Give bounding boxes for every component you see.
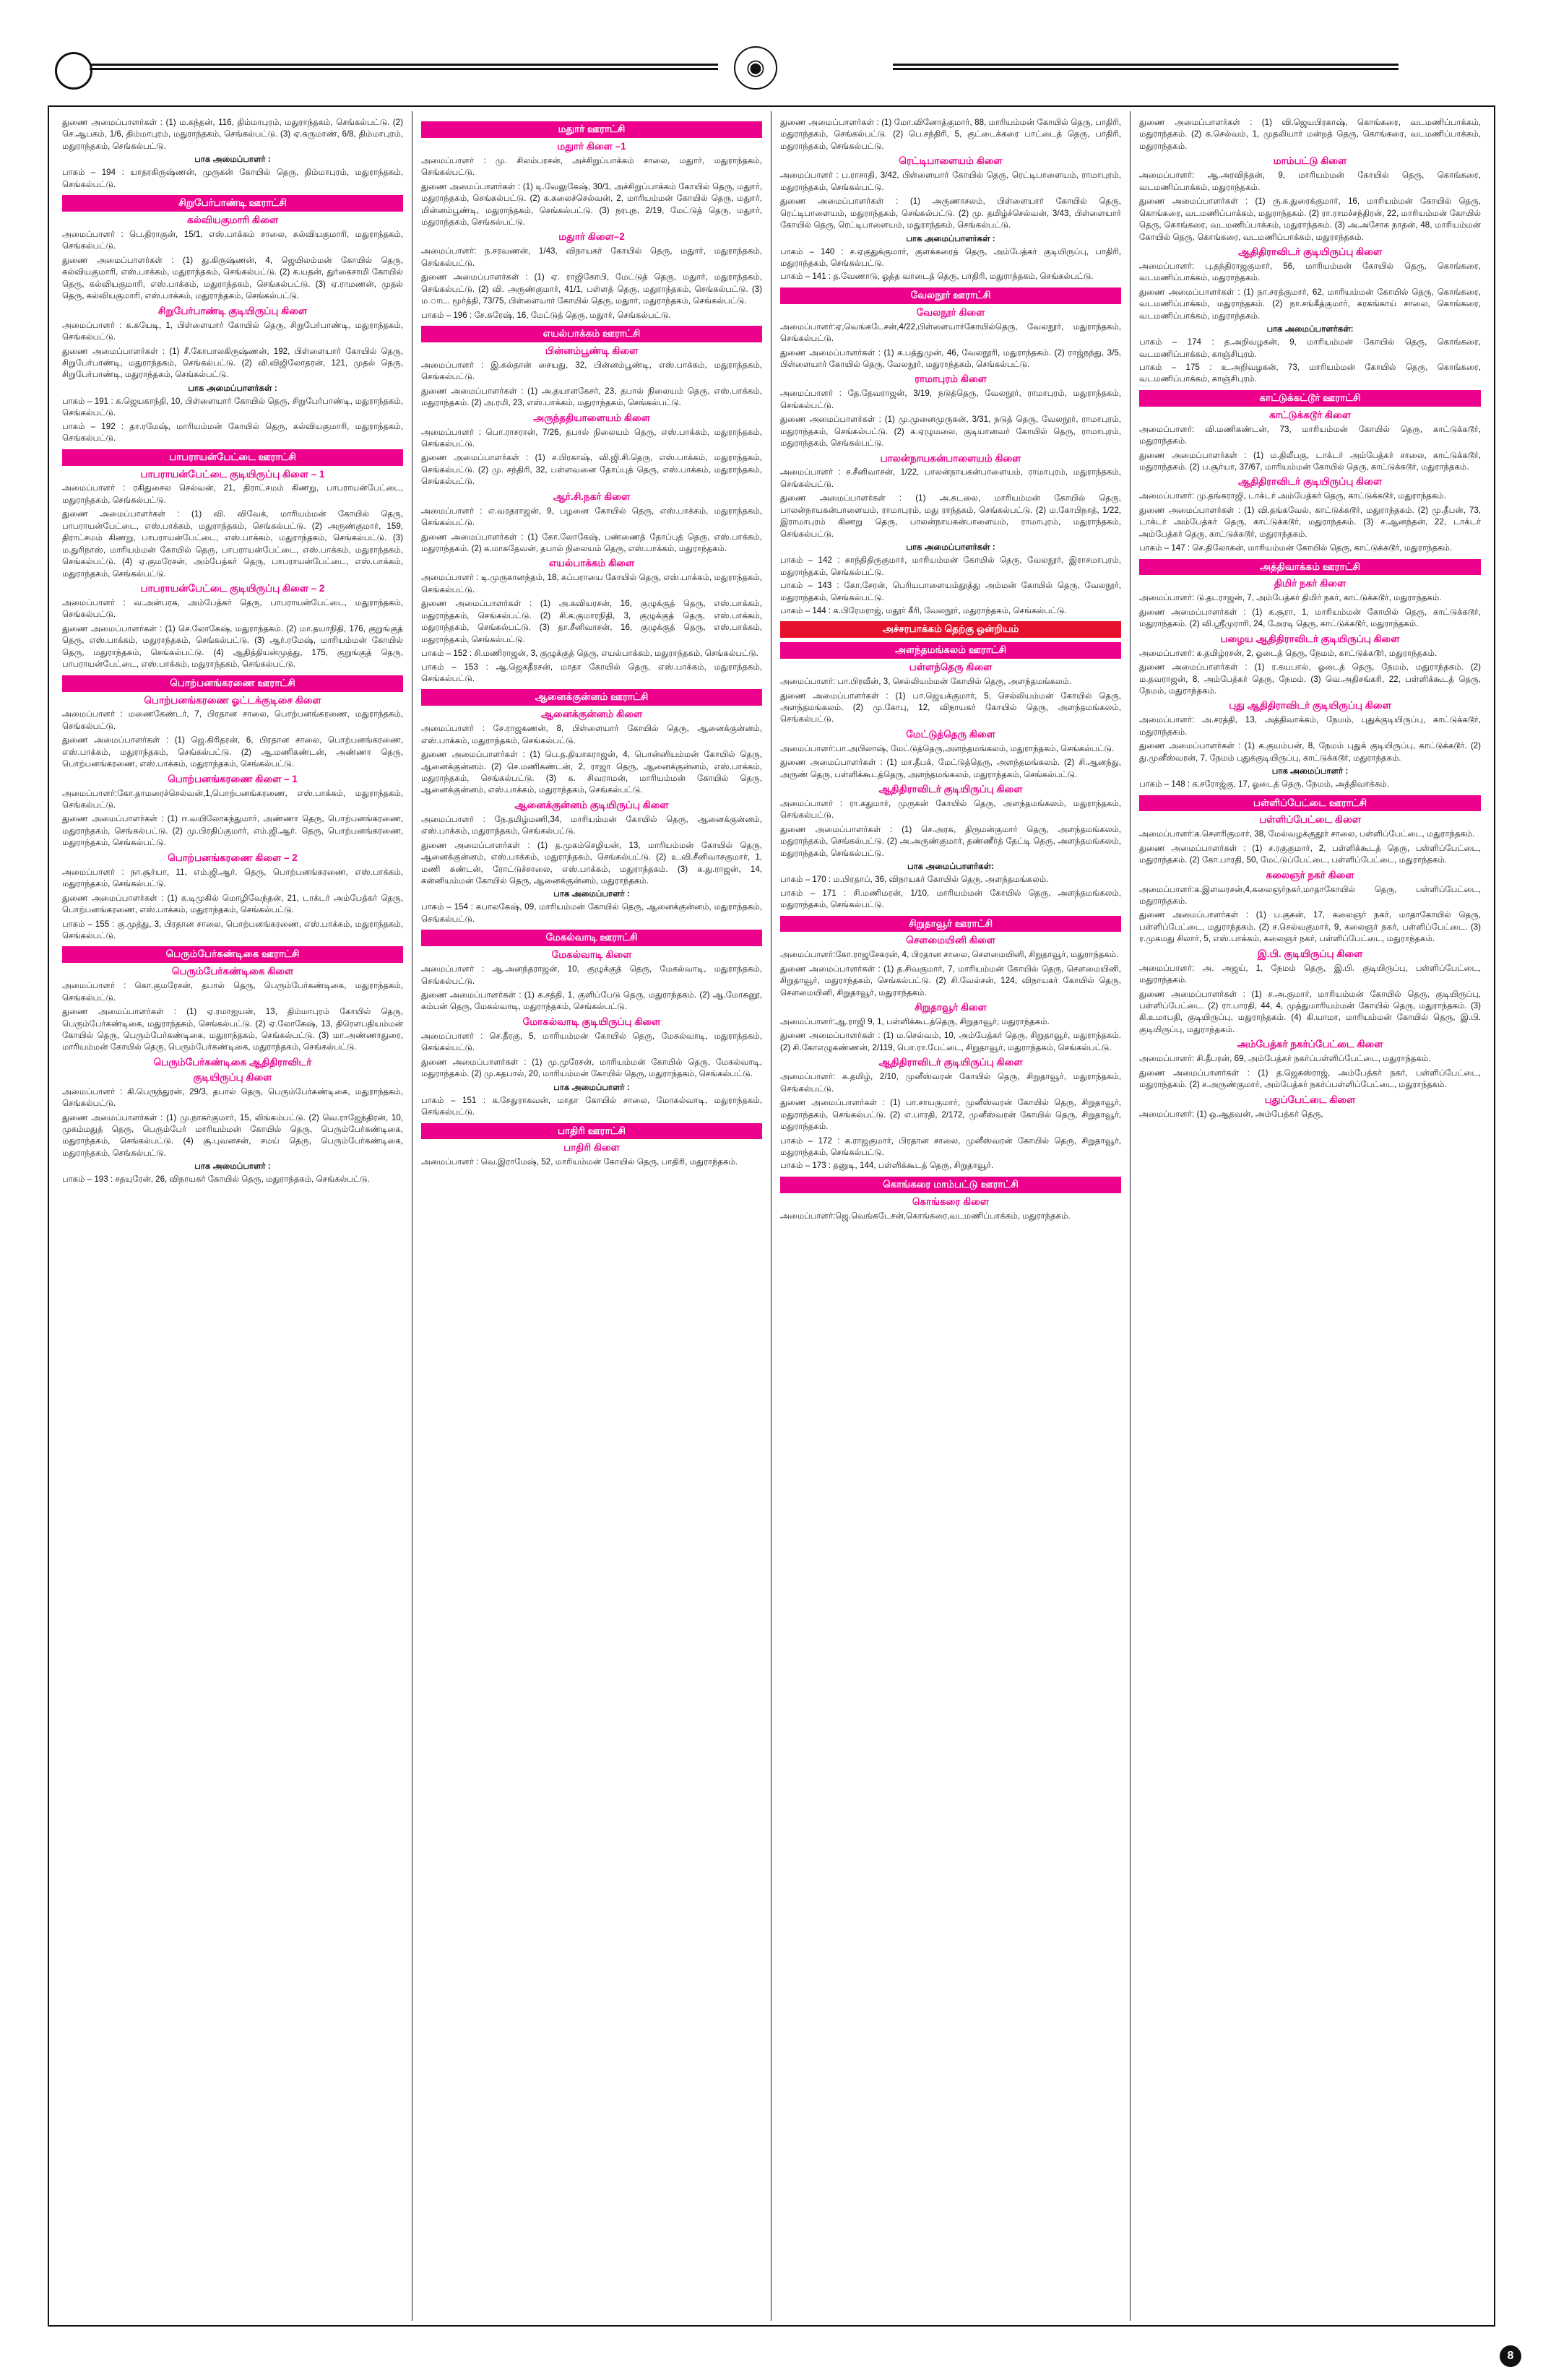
branch-heading: ஆதிதிராவிடர் குடியிருப்பு கிளை — [1237, 476, 1383, 488]
organiser-paragraph: துணை அமைப்பாளர்கள் : (1) மு.நாசுர்குமார், 15, லிங்கம்பட்டு. (2) வெ.ராஜேந்திரன், 10, முகம்மதுத் தெரு, பெரும்பேர் மாரியம்மன் கோயில் தெரு, பெரும்பேர்கண்டிகை, மதுராந்தகம், செங்கல்பட்டு. (4) சூ.புவனசன், சமய் தெரு, பெரும்பேர்கண்டிகை, மதுராந்தகம், செங்கல்பட்டு. — [62, 1112, 403, 1158]
branch-heading: வேலநூர் கிளை — [916, 306, 985, 318]
organiser-paragraph: அமைப்பாளர்: ஆ.அரவிந்தன், 9, மாரியம்மன் கோயில் தெரு, கொங்கரை, வடமணிப்பாக்கம், மதுராந்தகம். — [1139, 170, 1481, 192]
header-rule-left — [90, 64, 718, 70]
branch-heading: ஆதிதிராவிடர் குடியிருப்பு கிளை — [878, 1057, 1023, 1068]
branch-heading: குடியிருப்பு கிளை — [193, 1071, 272, 1083]
booth-organiser-entry: பாகம் – 193 : சதயுரேன், 26, விநாயகர் கோயில் தெரு, மதுராந்தகம், செங்கல்பட்டு. — [62, 1174, 370, 1185]
organiser-paragraph: துணை அமைப்பாளர்கள் : (1) மோ.வினோத்குமார், 88, மாரியம்மன் கோயில் தெரு, பாதிரி, மதுராந்தகம், செங்கல்பட்டு. (2) பெ.சந்திரி, 5, குட்டைக்கரை பாட்டைத் தெரு, பாதிரி, மதுராந்தகம், செங்கல்பட்டு. — [780, 118, 1121, 151]
branch-heading: கலைஞர் நகர் கிளை — [1266, 869, 1354, 880]
organiser-paragraph: அமைப்பாளர்: க.தமிழ்ரசன், 2, ஓடைத் தெரு, நேமம், காட்டுக்கடூர், மதுராந்தகம். — [1139, 648, 1438, 658]
organiser-paragraph: அமைப்பாளர் : செ.தீரகு, 5, மாரியம்மன் கோயில் தெரு, மேகல்வாடி, மதுராந்தகம், செங்கல்பட்டு. — [421, 1031, 762, 1053]
organiser-paragraph: அமைப்பாளர் : மு. சிலம்பரசன், அச்சிறுப்பாக்கம் சாலை, மதுார், மதுராந்தகம், செங்கல்பட்டு. — [421, 155, 762, 178]
branch-heading: பின்னம்பூண்டி கிளை — [545, 345, 639, 356]
organiser-paragraph: அமைப்பாளர்:கோ.தாமரைச்செல்வன்,1,பொற்பனங்கரணை, எஸ்.பாக்கம், மதுராந்தகம், செங்கல்பட்டு. — [62, 788, 403, 810]
booth-organiser-entry: பாகம் – 152 : சி.மணிராஜன், 3, குழுக்குத் தெரு, எயல்பாக்கம், மதுராந்தகம், செங்கல்பட்டு. — [421, 649, 758, 659]
booth-organiser-entry: பாகம் – 141 : த.வேணாடு, ஓத்த வாடைத் தெரு, பாதிரி, மதுராந்தகம், செங்கல்பட்டு. — [780, 272, 1094, 282]
ward-heading: பாதிரி ஊராட்சி — [421, 1123, 762, 1140]
organiser-paragraph: அமைப்பாளர் : ப.ராசாதி, 3/42, பிள்ளையார் கோயில் தெரு, ரெட்டிபாளையம், ராமாபுரம், மதுராந்தகம், செங்கல்பட்டு. — [780, 170, 1121, 192]
organiser-paragraph: அமைப்பாளர் : மணைகேண்டர், 7, பிரதான சாலை, பொற்பனங்கரணை, மதுராந்தகம், செங்கல்பட்டு. — [62, 709, 403, 731]
organiser-paragraph: அமைப்பாளர்: மு.தங்கராஜி, டாக்டர் அம்பேத்கர் தெரு, காட்டுக்கடூர், மதுராந்தகம். — [1139, 491, 1446, 501]
branch-heading: திமிர் நகர் கிளை — [1274, 578, 1347, 589]
organiser-paragraph: துணை அமைப்பாளர்கள் : (1) மா.தீபக், மேட்டுத்தெரு, அளந்தமங்கலம். (2) சி.ஆனந்து, அருண் தெரு, பள்ளிக்கூடத்தெரு, அளந்தமங்கலம், மதுராந்தகம், செங்கல்பட்டு. — [780, 758, 1121, 779]
ward-heading: சிறுபேர்பாண்டி ஊராட்சி — [62, 195, 403, 212]
organiser-paragraph: அமைப்பாளர் : ரகிதுசைல செல்வன், 21, திராட்சமம் கிணறு, பாபராயன்பேட்டை, மதுராந்தகம், செங்கல்பட்டு. — [62, 483, 403, 505]
organiser-paragraph: அமைப்பாளர் : ச.சீனிவாசன், 1/22, பாலன்நாயகன்பாளையம், ராமாபுரம், மதுராந்தகம், செங்கல்பட்டு. — [780, 467, 1121, 489]
section-subheading: பாக அமைப்பாளர் : — [194, 1161, 271, 1172]
organiser-paragraph: துணை அமைப்பாளர்கள் : (1) வி.ஜெயபிரகாஷ், கொங்கரை, வடமணிப்பாக்கம், மதுராந்தகம். (2) க.செல்வம், 1, முதலியார் மன்றத் தெரு, கொங்கரை, வடமணிப்பாக்கம், மதுராந்தகம். — [1139, 118, 1481, 151]
booth-organiser-entry: பாகம் – 196 : சே.சுரேஷ், 16, மேட்டுத் தெரு, மதுார், செங்கல்பட்டு. — [421, 310, 671, 320]
branch-heading: ராமாபுரம் கிளை — [915, 373, 987, 385]
branch-heading: பெரும்பேர்கண்டிகை ஆதிதிராவிடர் — [153, 1056, 312, 1068]
organiser-paragraph: துணை அமைப்பாளர்கள் : (1) த.ஜெகஸ்ராஜ், அம்பேத்கர் நகர், பள்ளிப்பேட்டை, மதுராந்தகம். (2) ச.அருண்குமார், அம்பேத்கர் நகர்ப்பள்ளிப்பேட்டை, மதுராந்தகம். — [1139, 1068, 1481, 1090]
state-emblem-icon: ◉ — [734, 46, 777, 90]
organiser-paragraph: துணை அமைப்பாளர்கள் : (1) நா.சரத்குமார், 62, மாரியம்மன் கோயில் தெரு, கொங்கரை, வடமணிப்பாக்கம், மதுராந்தகம். (2) நா.சங்கீத்குமார், கரகங்காய் சாலை, கொங்கரை, வடமணிப்பாக்கம், மதுராந்தகம். — [1139, 287, 1481, 321]
column-3 — [772, 111, 1131, 2321]
organiser-paragraph: துணை அமைப்பாளர்கள் : (1) பா.ஜெயக்குமார், 5, செல்லியம்மன் கோயில் தெரு, அளந்தமங்கலம். (2) மு.கோபு, 12, விநாயகர் கோயில் தெரு, அளந்தமங்கலம், செங்கல்பட்டு. — [780, 691, 1121, 724]
booth-organiser-entry: பாகம் – 194 : யாதரகிருஷ்ணன், முருகன் கோயில் தெரு, திம்மாபுரம், மதுராந்தகம், செங்கல்பட்டு. — [62, 168, 403, 189]
branch-heading: கல்வியகுமாரி கிளை — [186, 215, 279, 226]
organiser-paragraph: துணை அமைப்பாளர்கள் : (1) செ.அரசு, திருமன்குமார் தெரு, அளந்தமங்கலம், மதுராந்தகம், செங்கல்பட்டு. (2) அ.அருண்குமார், தண்ணீர்த் தேட்டி தெரு, அளந்தமங்கலம், மதுராந்தகம், செங்கல்பட்டு. — [780, 824, 1121, 858]
branch-heading: பொற்பனங்கரணை ஓட்டக்குடிசை கிளை — [144, 694, 321, 706]
branch-heading: பள்ளந்தெரு கிளை — [909, 662, 993, 673]
booth-organiser-entry: பாகம் – 151 : க.சேதுராகவன், மாதா கோயில் சாலை, மோகல்வாடி, மதுராந்தகம், செங்கல்பட்டு. — [421, 1095, 762, 1117]
organiser-paragraph: அமைப்பாளர்: சு.தமிழ், 2/10, முனீஸ்வரன் கோயில் தெரு, சிறுதாவூர், மதுராந்தகம், செங்கல்பட்டு. — [780, 1072, 1121, 1094]
organiser-paragraph: துணை அமைப்பாளர்கள் : (1) மு.முரேசன், மாரியம்மன் கோயில் தெரு, மேகல்வாடி, மதுராந்தகம். (2) மு.கதபால், 20, மாரியம்மன் கோயில் தெரு, மதுராந்தகம், செங்கல்பட்டு. — [421, 1057, 762, 1079]
booth-organiser-entry: பாகம் – 175 : உ.அறிவழகன், 73, மாரியம்மன் கோயில் தெரு, கொங்கரை, வடமணிப்பாக்கம், காஞ்சிபுரம். — [1139, 363, 1481, 384]
booth-organiser-entry: பாகம் – 171 : சி.மணிமரன், 1/10, மாரியம்மன் கோயில் தெரு, அளந்தமங்கலம், மதுராந்தகம், செங்கல்பட்டு. — [780, 888, 1121, 910]
organiser-paragraph: துணை அமைப்பாளர்கள் : (1) க.பத்துமுன், 46, வேலநூரி, மதுராந்தகம். (2) ராஜ்நந்து, 3/5, பிள்ளையார் கோயில் தெரு, வேலநூர், மதுராந்தகம், செங்கல்பட்டு. — [780, 347, 1121, 369]
organiser-paragraph: துணை அமைப்பாளர்கள் : (1) ச.அ.குமார், மாரியம்மன் கோயில் தெரு, குடியிருப்பு, பள்ளிப்பேட்டை. (2) ரா.பாரதி, 44, 4, முத்துமாரியம்மன் கோயில் தெரு, மதுராந்தகம். (3) கி.உமாபதி, குடியிருப்பு, மதுராந்தகம். (4) கி.யாமா, மாரியம்மன் கோயில் தெரு, இ.பி. குடியிருப்பு, மதுராந்தகம். — [1139, 989, 1481, 1034]
organiser-paragraph: அமைப்பாளர்: பா.பிரவீன், 3, செல்லியம்மன் கோயில் தெரு, அளந்தமங்கலம். — [780, 677, 1072, 687]
branch-heading: ஆதிதிராவிடர் குடியிருப்பு கிளை — [878, 784, 1023, 795]
section-subheading: பாக அமைப்பாளர் : — [553, 889, 630, 899]
section-subheading: பாக அமைப்பாளர்கள்: — [907, 862, 995, 872]
organiser-paragraph: துணை அமைப்பாளர்கள் : (1) அ.தயாளகேசர், 23, தபால் நிலையம் தெரு, எஸ்.பாக்கம், மதுராந்தகம். (2) அ.ரமி, 23, எஸ்.பாக்கம், மதுராந்தகம், செங்கல்பட்டு. — [421, 386, 762, 408]
page-header — [48, 42, 1495, 95]
organiser-paragraph: துணை அமைப்பாளர்கள் : (1) க.டிமுகில் மொழிவேந்தன், 21, டாக்டர் அம்பேத்கர் தெரு, பொற்பனங்கரணை, எஸ்.பாக்கம், மதுராந்தகம், செங்கல்பட்டு. — [62, 893, 403, 915]
organiser-paragraph: அமைப்பாளர் : ரா.கதுமார், முருகன் கோயில் தெரு, அளந்தமங்கலம், மதுராந்தகம், செங்கல்பட்டு. — [780, 798, 1121, 821]
organiser-paragraph: துணை அமைப்பாளர்கள் : (1) ம.செல்வம், 10, அம்பேத்கர் தெரு, சிறுதாவூர், மதுராந்தகம். (2) சி.கோஎழுகண்ணன், 2/119, பொ.ரா.பேட்டை, சிறுதாவூர், மதுராந்தகம், செங்கல்பட்டு. — [780, 1031, 1121, 1052]
branch-heading: ஆதிதிராவிடர் குடியிருப்பு கிளை — [1237, 246, 1383, 257]
organiser-paragraph: அமைப்பாளர் : வெ.இராமேஷ், 52, மாரியம்மன் கோயில் தெரு, பாதிரி, மதுராந்தகம். — [421, 1157, 738, 1167]
ward-heading: காட்டுக்கட்டூர் ஊராட்சி — [1139, 390, 1481, 407]
branch-heading: ஆனைக்குன்னம் கிளை — [540, 709, 643, 720]
article-columns — [53, 111, 1490, 2321]
branch-heading: ஆனைக்குன்னம் குடியிருப்பு கிளை — [514, 799, 669, 810]
organiser-paragraph: துணை அமைப்பாளர்கள் : (1) வி. விவேக், மாரியம்மன் கோயில் தெரு, பாபராயன்பேட்டை, எஸ்.பாக்கம், மதுராந்தகம், செங்கல்பட்டு. (2) அருண்குமார், 159, திராட்சமம் கிணறு, பாபராயன்பேட்டை, எஸ்.பாக்கம், மதுராந்தகம், செங்கல்பட்டு. (3) ம.துரிநாஸ், மாரியம்மன் கோயில் தெரு, பாபராயன்பேட்டை, எஸ்.பாக்கம், மதுராந்தகம், செங்கல்பட்டு. (4) ஏ.குமரேசன், அம்பேத்கர் தெரு, பாபராயன்பேட்டை, எஸ்.பாக்கம், மதுராந்தகம், செங்கல்பட்டு. — [62, 509, 403, 579]
branch-heading: சிறுதாவூர் கிளை — [915, 1002, 987, 1013]
branch-heading: பொற்பனங்கரணை கிளை – 1 — [168, 773, 298, 784]
ward-heading: வேலநூர் ஊராட்சி — [780, 287, 1121, 304]
organiser-paragraph: அமைப்பாளர் : ஆ.அனந்தராஜன், 10, குழுக்குத் தெரு, மேகல்வாடி, மதுராந்தகம், செங்கல்பட்டு. — [421, 964, 762, 986]
organiser-paragraph: துணை அமைப்பாளர்கள் : (1) கோ.லோகேஷ், பண்ணைத் தோப்புத் தெரு, எஸ்.பாக்கம், மதுராந்தகம். (2) க.மாசுதேவன், தபால் நிலையம் தெரு, எஸ்.பாக்கம், மதுராந்தகம். — [421, 532, 762, 553]
organiser-paragraph: அமைப்பாளர் : எ.வரதராஜன், 9, பழனை கோயில் தெரு, எஸ்.பாக்கம், மதுராந்தகம், செங்கல்பட்டு. — [421, 506, 762, 528]
branch-heading: ஆர்.சி.நகர் கிளை — [553, 490, 631, 502]
organiser-paragraph: துணை அமைப்பாளர்கள் : (1) ச.பிரகாஷ், வி.ஜி.சி.தெரு, எஸ்.பாக்கம், மதுராந்தகம், செங்கல்பட்டு. (2) மு. சந்திரி, 32, பள்ளவனை தோப்புத் தெரு, எஸ்.பாக்கம், மதுராந்தகம், செங்கல்பட்டு. — [421, 453, 762, 487]
organiser-paragraph: அமைப்பாளர்: டு.தடராஜன், 7, அம்பேத்கர் திமிர் நகர், காட்டுக்கடூர், மதுராந்தகம். — [1139, 593, 1442, 603]
organiser-paragraph: அமைப்பாளர்: சி.தீபரன், 69, அம்பேத்கர் நகர்ப்பள்ளிப்பேட்டை, மதுராந்தகம். — [1139, 1054, 1431, 1064]
organiser-paragraph: துணை அமைப்பாளர்கள் : (1) த.சிவகுமார், 7, மாரியம்மன் கோயில் தெரு, சௌமையினி, சிறுதாவூர், மதுராந்தகம், செங்கல்பட்டு. (2) சி.வேல்சன், 124, விநாயகர் கோயில் தெரு, சௌமையினி, சிறுதாவூர், மதுராந்தகம். — [780, 964, 1121, 998]
organiser-paragraph: அமைப்பாளர்:ஜெ.வெங்கடேசன்,கொங்கரை,வடமணிப்பாக்கம், மதுராந்தகம். — [780, 1211, 1071, 1221]
branch-heading: புது ஆதிதிராவிடர் குடியிருப்பு கிளை — [1229, 700, 1391, 711]
ward-heading: ஆனைக்குன்னம் ஊராட்சி — [421, 689, 762, 706]
branch-heading: மதுார் கிளை –1 — [557, 140, 626, 152]
booth-organiser-entry: பாகம் – 148 : க.சரோஜ்கு, 17, ஓடைத் தெரு, நேமம், அத்திவாக்கம். — [1139, 779, 1390, 789]
branch-heading: பெரும்பேர்கண்டிகை கிளை — [171, 966, 294, 977]
section-subheading: பாக அமைப்பாளர் : — [1271, 766, 1349, 776]
branch-heading: பாபராயன்பேட்டை குடியிருப்பு கிளை – 1 — [140, 468, 325, 480]
ward-heading: கொங்கரை மாம்பட்டு ஊராட்சி — [780, 1177, 1121, 1193]
branch-heading: அம்பேத்கர் நகர்ப்பேட்டை கிளை — [1237, 1039, 1383, 1050]
organiser-paragraph: துணை அமைப்பாளர்கள் : (1) செ.லோகேஷ், மதுராந்தகம். (2) மா.தயாநிதி, 176, குறுங்குத் தெரு, எஸ்.பாக்கம், மதுராந்தகம், செங்கல்பட்டு. (3) ஆர்.ரமேஷ், மாரியம்மன் கோயில் தெரு, மதுராந்தகம், செங்கல்பட்டு. (4) ஆதித்தியன்முத்து, 175, குறுங்குத் தெரு, பாபராயன்பேட்டை, எஸ்.பாக்கம், மதுராந்தகம், செங்கல்பட்டு. — [62, 623, 403, 670]
organiser-paragraph: துணை அமைப்பாளர்கள் : (1) டி.வேலுகேஷ், 30/1, அச்சிறுப்பாக்கம் கோயில் தெரு, மதுார், மதுராந்தகம், செங்கல்பட்டு. (2) க.கலைச்செல்வன், 2, மாரியம்மன் கோயில் தெரு, மதுார், மின்னம்பூண்டி, மதுராந்தகம், செங்கல்பட்டு. (3) நரபுந, 2/19, மேட்டுத் தெரு, மதுார், மதுராந்தகம், செங்கல்பட்டு. — [421, 181, 762, 228]
section-subheading: பாக அமைப்பாளர் : — [194, 155, 271, 165]
union-heading: அச்சரபாக்கம் தெற்கு ஒன்றியம் — [780, 621, 1121, 638]
organiser-paragraph: அமைப்பாளர்: அ.சரத்தி, 13, அத்திவாக்கம், நேமம், புதுக்குடியிருப்பு, காட்டுக்கடூர், மதுராந்தகம். — [1139, 715, 1481, 737]
organiser-paragraph: அமைப்பாளர் : பொ.ராசரான், 7/26, தபால் நிலையம் தெரு, எஸ்.பாக்கம், மதுராந்தகம், செங்கல்பட்டு. — [421, 427, 762, 449]
branch-heading: ரெட்டிபாளையம் கிளை — [899, 155, 1003, 167]
organiser-paragraph: துணை அமைப்பாளர்கள் : (1) ரு.க.துரைக்குமார், 16, மாரியம்மன் கோயில் தெரு, கொங்கரை, வடமணிப்பாக்கம், மதுராந்தகம். (2) ரா.ராமச்சந்திரன், 22, மாரியம்மன் கோயில் தெரு, கொங்கரை, வடமணிப்பாக்கம், மதுராந்தகம். (3) அ.அசோக நாதன், 48, மாரியம்மன் கோயில் தெரு, கொங்கரை, வடமணிப்பாக்கம், மதுராந்தகம். — [1139, 196, 1481, 242]
booth-organiser-entry: பாகம் – 153 : ஆ.ஜெகதீரசன், மாதா கோயில் தெரு, எஸ்.பாக்கம், மதுராந்தகம், செங்கல்பட்டு. — [421, 662, 762, 683]
organiser-paragraph: துணை அமைப்பாளர்கள் : (1) து.கிருஷ்ணன், 4, ஜெயிலம்மன் கோயில் தெரு, கல்வியகுமாரி, எஸ்.பாக்கம், மதுராந்தகம், செங்கல்பட்டு. (2) க.யதன், துர்கைசாமி கோயில் தெரு, கல்வியகுமாரி, எஸ்.பாக்கம், மதுராந்தகம், செங்கல்பட்டு. (3) ஏ.ராமணன், முதல் தெரு, கல்வியகுமாரி, எஸ்.பாக்கம், மதுராந்தகம், செங்கல்பட்டு. — [62, 255, 403, 301]
branch-heading: சிறுபேர்பாண்டி குடியிருப்பு கிளை — [157, 305, 308, 316]
booth-organiser-entry: பாகம் – 140 : ச.ஏகுதுக்குமார், குளக்கரைத் தெரு, அம்பேத்கர் குடியிருப்பு, பாதிரி, மதுராந்தகம், செங்கல்பட்டு. — [780, 246, 1121, 268]
organiser-paragraph: அமைப்பாளர்:கோ.ராஜசேகரன், 4, பிரதான சாலை, சௌமையினி, சிறுதாவூர், மதுராந்தகம். — [780, 950, 1119, 960]
booth-organiser-entry: பாகம் – 191 : க.ஜெயகாந்தி, 10, பிள்ளையார் கோயில் தெரு, சிறுபேர்பாண்டி, மதுராந்தகம், செங்கல்பட்டு. — [62, 396, 403, 418]
branch-heading: பாதிரி கிளை — [563, 1142, 620, 1154]
ward-heading: எயல்பாக்கம் ஊராட்சி — [421, 326, 762, 342]
booth-organiser-entry: பாகம் – 192 : தா.ரமேஷ், மாரியம்மன் கோயில் தெரு, கல்வியகுமாரி, மதுராந்தகம், செங்கல்பட்டு. — [62, 421, 403, 443]
header-rule-right — [893, 64, 1399, 70]
column-1 — [53, 111, 412, 2321]
organiser-paragraph: துணை அமைப்பாளர்கள் : (1) அ.சுடலை, மாரியம்மன் கோயில் தெரு, பாலன்நாயகன்பாளையம், ராமாபுரம், மது ராந்தகம், செங்கல்பட்டு. (2) ம.கோபிநாத், 1/22, இராமாபுரம் கிணறு தெரு, பாலன்நாயகன்பாளையம், ராமாபுரம், மதுராந்தகம், செங்கல்பட்டு. — [780, 493, 1121, 539]
ward-heading: மதுார் ஊராட்சி — [421, 121, 762, 138]
branch-heading: இ.பி. குடியிருப்பு கிளை — [1257, 948, 1363, 959]
organiser-paragraph: துணை அமைப்பாளர்கள் : (1) க.சத்தி, 1, குளிப்பேடு தெரு, மதுராந்தகம். (2) ஆ.மோகனூ, கம்பன் தெரு, மேகல்வாடி, மதுராந்தகம், செங்கல்பட்டு. — [421, 990, 762, 1012]
organiser-paragraph: அமைப்பாளர் : சே.ராஜகணன், 8, பிள்ளையார் கோயில் தெரு, ஆனைக்குன்னம், எஸ்.பாக்கம், மதுராந்தகம், செங்கல்பட்டு. — [421, 724, 762, 745]
booth-organiser-entry: பாகம் – 174 : த.அறிவழகன், 9, மாரியம்மன் கோயில் தெரு, கொங்கரை, வடமணிப்பாக்கம், காஞ்சிபுரம். — [1139, 337, 1481, 359]
organiser-paragraph: துணை அமைப்பாளர்கள் : (1) த.முகம்செழியன், 13, மாரியம்மன் கோயில் தெரு, ஆனைக்குன்னம், எஸ்.பாக்கம், மதுராந்தகம், செங்கல்பட்டு. (2) உ.வி.சீனிவாசகுமார், 1, மணி கண்டன், ரோட்டுச்சாலை, எஸ்.பாக்கம், மதுராந்தகம். (3) க.து.ராஜன், 14, கன்னியம்மன் கோயில் தெரு, ஆனைக்குன்னம், மதுராந்தகம். — [421, 840, 762, 886]
organiser-paragraph: துணை அமைப்பாளர்கள் : (1) ம.கந்தன், 116, திம்மாபுரம், மதுராந்தகம், செங்கல்பட்டு. (2) செ.ஆபகம், 1/6, திம்மாபுரம், மதுராந்தகம், செங்கல்பட்டு. (3) ஏ.கருமாண், 6/8, திம்மாபுரம், மதுராந்தகம், செங்கல்பட்டு. — [62, 118, 403, 151]
organiser-paragraph: அமைப்பாளர்:க.இளவரசன்,4,கலைஞர்நகர்,மாதாகோயில் தெரு, பள்ளிப்பேட்டை, மதுராந்தகம். — [1139, 884, 1481, 906]
organiser-paragraph: துணை அமைப்பாளர்கள் : (1) ஈ.வயிலோகந்துமார், அண்ணா தெரு, பொற்பனங்கரணை, மதுராந்தகம், செங்கல்பட்டு. (2) மு.பிரதிப்குமார், எம்.ஜி.ஆர். தெரு, பொற்பனங்கரணை, மதுராந்தகம், செங்கல்பட்டு. — [62, 814, 403, 848]
organiser-paragraph: துணை அமைப்பாளர்கள் : (1) ம.திலீபகு, டாக்டர் அம்பேத்கர் சாலை, காட்டுக்கடூர், மதுராந்தகம். (2) ப.சூர்யா, 37/67, மாரியம்மன் கோயில் தெரு, காட்டுக்கடூர், மதுராந்தகம். — [1139, 450, 1481, 472]
booth-organiser-entry: பாகம் – 154 : கபாலகேஷ், 09, மாரியம்மன் கோயில் தெரு, ஆனைக்குன்னம், மதுராந்தகம், செங்கல்பட்டு. — [421, 902, 762, 924]
organiser-paragraph: துணை அமைப்பாளர்கள் : (1) ஏ.ரமாஐயன், 13, திம்மாபுரம் கோயில் தெரு, பெரும்பேர்கண்டிகை, மதுராந்தகம், செங்கல்பட்டு. (2) ஏ.லோகேஷ், 13, திரௌபதியம்மன் கோயில் தெரு, பெரும்பேர்கண்டிகை, மதுராந்தகம், செங்கல்பட்டு. (3) மா.அண்ணாதுரை, மாரியம்மன் கோயில் தெரு, பெரும்பேர்கண்டிகை, மதுராந்தகம், செங்கல்பட்டு. — [62, 1007, 403, 1052]
organiser-paragraph: அமைப்பாளர் : வ.அன்பரசு, அம்பேத்கர் தெரு, பாபராயன்பேட்டை, மதுராந்தகம், செங்கல்பட்டு. — [62, 597, 403, 620]
ward-heading: பெரும்பேர்கண்டிகை ஊராட்சி — [62, 946, 403, 963]
organiser-paragraph: அமைப்பாளர்: (1) ஒ.ஆதவன், அம்பேத்கர் தெரு, — [1139, 1109, 1323, 1119]
branch-heading: பொற்பனங்கரணை கிளை – 2 — [168, 852, 298, 863]
section-subheading: பாக அமைப்பாளர் : — [553, 1082, 630, 1092]
branch-heading: அருந்ததியாளையம் கிளை — [533, 412, 650, 423]
organiser-paragraph: அமைப்பாளர் : கொ.குமரேசன், தபால் தெரு, பெரும்பேர்கண்டிகை, மதுராந்தகம், செங்கல்பட்டு. — [62, 981, 403, 1003]
organiser-paragraph: அமைப்பாளர்:பா.அபிலாஷ், மேட்டுத்தெரு,அளந்தமங்கலம், மதுராந்தகம், செங்கல்பட்டு. — [780, 743, 1115, 753]
organiser-paragraph: அமைப்பாளர்: வி.மணிகண்டன், 73, மாரியம்மன் கோயில் தெரு, காட்டுக்கடூர், மதுராந்தகம். — [1139, 424, 1481, 446]
organiser-paragraph: அமைப்பாளர் : இ.கல்தான் சையது, 32, பின்னம்பூண்டி, எஸ்.பாக்கம், மதுராந்தகம், செங்கல்பட்டு. — [421, 360, 762, 382]
branch-heading: மாம்பட்டு கிளை — [1273, 155, 1347, 167]
section-subheading: பாக அமைப்பாளர்கள்: — [1266, 324, 1354, 334]
organiser-paragraph: துணை அமைப்பாளர்கள் : (1) பெ.த.தியாகராஜன், 4, பொன்னியம்மன் கோயில் தெரு, ஆனைக்குன்னம். (2) செ.மணிகண்டன், 2, ராஜா தெரு, ஆனைக்குன்னம், எஸ்.பாக்கம், மதுராந்தகம், செங்கல்பட்டு. (3) க. சிவராமன், மாரியம்மன் கோயில் தெரு, ஆனைக்குன்னம், எஸ்.பாக்கம், மதுராந்தகம், செங்கல்பட்டு. — [421, 750, 762, 795]
section-subheading: பாக அமைப்பாளர்கள் : — [188, 383, 277, 393]
organiser-paragraph: அமைப்பாளர்:ஏ,வெங்கடேசன்,4/22,பிள்ளையார்கோயில்தெரு, வேலநூர், மதுராந்தகம், செங்கல்பட்டு. — [780, 321, 1121, 344]
organiser-paragraph: அமைப்பாளர் : தே.தேவராஜன், 3/19, நடுத்தெரு, வேலநூர், ராமாபுரம், மதுராந்தகம், செங்கல்பட்டு. — [780, 389, 1121, 410]
column-2 — [412, 111, 772, 2321]
ward-heading: அத்திவாக்கம் ஊராட்சி — [1139, 559, 1481, 576]
booth-organiser-entry: பாகம் – 172 : க.ராஜகுமார், பிரதான சாலை, முனீஸ்வரன் கோயில் தெரு, சிறுதாவூர், மதுராந்தகம், செங்கல்பட்டு. — [780, 1135, 1121, 1157]
ward-heading: பொற்பனங்கரணை ஊராட்சி — [62, 675, 403, 692]
branch-heading: கொங்கரை கிளை — [912, 1195, 990, 1207]
ward-heading: பள்ளிப்பேட்டை ஊராட்சி — [1139, 795, 1481, 812]
organiser-paragraph: அமைப்பாளர்: ந.சரவணன், 1/43, விநாயகர் கோயில் தெரு, மதுார், மதுராந்தகம், செங்கல்பட்டு. — [421, 246, 762, 268]
branch-heading: மேகல்வாடி கிளை — [551, 949, 632, 961]
organiser-paragraph: துணை அமைப்பாளர்கள் : (1) சீ.கோபாலகிருஷ்ணன், 192, பிள்ளையார் கோயில் தெரு, சிறுபேர்பாண்டி, மதுராந்தகம், செங்கல்பட்டு. (2) வி.விஜிலோதரன், 121, முதல் தெரு, சிறுபேர்பாண்டி, மதுராந்தகம், செங்கல்பட்டு. — [62, 346, 403, 380]
organiser-paragraph: துணை அமைப்பாளர்கள் : (1) மு.முனைமுருகன், 3/31, நடுத் தெரு, வேலநூர், ராமாபுரம், மதுராந்தகம், செங்கல்பட்டு. (2) க.ஏழுமலை, குடியானவர் கோயில் தெரு, ராமாபுரம், மதுராந்தகம், செங்கல்பட்டு. — [780, 415, 1121, 449]
organiser-paragraph: அமைப்பாளர்:ஆ.ராஜி 9, 1, பள்ளிக்கூடத்தெரு, சிறுதாவூர், மதுராந்தகம். — [780, 1017, 1050, 1027]
organiser-paragraph: துணை அமைப்பாளர்கள் : (1) க.சூரா, 1, மாரியம்மன் கோயில் தெரு, காட்டுக்கடூர், மதுராந்தகம். (2) வி.ஸ்ரீமுராரி, 24, அேரடி தெரு, காட்டுக்கடூர், மதுராந்தகம். — [1139, 607, 1481, 629]
organiser-paragraph: அமைப்பாளர்: பு.தந்திராஜகுமார், 56, மாரியம்மன் கோயில் தெரு, கொங்கரை, வடமணிப்பாக்கம், மதுராந்தகம். — [1139, 261, 1481, 283]
booth-organiser-entry: பாகம் – 170 : ம.பிரதாப், 36, விநாயகர் கோயில் தெரு, அளந்தமங்கலம். — [780, 875, 1049, 885]
organiser-paragraph: துணை அமைப்பாளர்கள் : (1) ஏ. ராஜிகோபி, மேட்டுத் தெரு, மதுார், மதுராந்தகம், செங்கல்பட்டு. (2) வி. அருண்குமார், 41/1, பள்ளத் தெரு, மதுராந்தகம், செங்கல்பட்டு. (3) ம.ாட. மூர்த்தி, 73/75, பிள்ளையார் கோயில் தெரு, மதுார், மதுராந்தகம், செங்கல்பட்டு. — [421, 272, 762, 306]
organiser-paragraph: துணை அமைப்பாளர்கள் : (1) ச.ரகுகுமார், 2, பள்ளிக்கூடத் தெரு, பள்ளிப்பேட்டை, மதுராந்தகம். (2) கோ.பாரதி, 50, மேட்டுப்பேட்டை, பள்ளிப்பேட்டை, மதுராந்தகம். — [1139, 843, 1481, 865]
ward-heading: அளந்தமங்கலம் ஊராட்சி — [780, 642, 1121, 659]
organiser-paragraph: அமைப்பாளர்: அ. அஜய், 1, நேமம் தெரு, இ.பி. குடியிருப்பு, பள்ளிப்பேட்டை, மதுராந்தகம். — [1139, 963, 1481, 985]
organiser-paragraph: அமைப்பாளர் : டி.முருகானந்தம், 18, சுப்பராயை கோயில் தெரு, எஸ்.பாக்கம், மதுராந்தகம், செங்கல்பட்டு. — [421, 573, 762, 594]
organiser-paragraph: துணை அமைப்பாளர்கள் : (1) க.குயம்பன், 8, நேமம் புதுக் குடியிருப்பு, காட்டுக்கடூர். (2) து.முனீஸ்வரன், 7, நேமம் புதுக்குடியிருப்பு, காட்டுக்கடூர், மதுராந்தகம். — [1139, 741, 1481, 763]
ward-heading: மேகல்வாடி ஊராட்சி — [421, 930, 762, 946]
ward-heading: சிறுதாவூர் ஊராட்சி — [780, 916, 1121, 932]
organiser-paragraph: துணை அமைப்பாளர்கள் : (1) அ.கவியரசன், 16, குழுக்குத் தெரு, எஸ்.பாக்கம், மதுராந்தகம், செங்கல்பட்டு. (2) சி.க.குமாரநிதி, 3, குழுக்குத் தெரு, எஸ்.பாக்கம், மதுராந்தகம், செங்கல்பட்டு. (3) தா.சீனிவாசன், 16, குழுக்குத் தெரு, எஸ்.பாக்கம், மதுராந்தகம், செங்கல்பட்டு. — [421, 599, 762, 644]
column-4 — [1131, 111, 1490, 2321]
booth-organiser-entry: பாகம் – 173 : தனுடி, 144, பள்ளிக்கூடத் தெரு, சிறுதாவூர். — [780, 1161, 994, 1171]
organiser-paragraph: அமைப்பாளர் : பெ.திராகுன், 15/1, எஸ்.பாக்கம் சாலை, கல்வியகுமாரி, மதுராந்தகம், செங்கல்பட்டு. — [62, 230, 403, 251]
branch-heading: பாபராயன்பேட்டை குடியிருப்பு கிளை – 2 — [140, 583, 325, 594]
branch-heading: எயல்பாக்கம் கிளை — [548, 558, 635, 569]
organiser-paragraph: துணை அமைப்பாளர்கள் : (1) ர.கயபால், ஓடைத் தெரு, நேமம், மதுராந்தகம். (2) ம.தவராஜன், 8, அம்பேத்கர் தெரு, நேமம். (3) வெ.அதிசங்கரி, 22, பள்ளிக்கூடத் தெரு, நேமம், மதுராந்தகம். — [1139, 662, 1481, 696]
booth-organiser-entry: பாகம் – 143 : கோ.சேரன், பெரியபாளையம்தூத்து அம்மன் கோயில் தெரு, வேலநூர், மதுராந்தகம், செங்கல்பட்டு. — [780, 581, 1121, 602]
organiser-paragraph: துணை அமைப்பாளர்கள் : (1) பா.சாயகுமார், முனீஸ்வரன் கோயில் தெரு, சிறுதாவூர், மதுராந்தகம், செங்கல்பட்டு. (2) எ.பாரதி, 2/172, முனீஸ்வரன் கோயில் தெரு, சிறுதாவூர், மதுராந்தகம். — [780, 1098, 1121, 1132]
organiser-paragraph: அமைப்பாளர் : நா.சூர்யா, 11, எம்.ஜி.ஆர். தெரு, பொற்பனங்கரணை, எஸ்.பாக்கம், மதுராந்தகம், செங்கல்பட்டு. — [62, 867, 403, 889]
header-circle-ornament — [55, 52, 92, 90]
section-subheading: பாக அமைப்பாளர்கள் : — [906, 542, 995, 553]
organiser-paragraph: அமைப்பாளர்:க.சௌரிகுமார், 38, மேல்வழக்குதூர் சாலை, பள்ளிப்பேட்டை, மதுராந்தகம். — [1139, 829, 1475, 839]
booth-organiser-entry: பாகம் – 142 : காந்திதிருகுமார், மாரியம்மன் கோயில் தெரு, வேலநூர், இராசமாபுரம், மதுராந்தகம், செங்கல்பட்டு. — [780, 555, 1121, 577]
organiser-paragraph: துணை அமைப்பாளர்கள் : (1) ப.குகன், 17, கலைஞர் நகர், மாதாகோயில் தெரு, பள்ளிப்பேட்டை, மதுராந்தகம். (2) ச.செல்வகுமார், 9, கலைஞர் நகர், பள்ளிப்பேட்டை. (3) ர.முகமது சிலார், 5, எஸ்.பாக்கம், கலைஞர் நகர், பள்ளிப்பேட்டை, மதுராந்தகம். — [1139, 910, 1481, 944]
branch-heading: காட்டுக்கடூர் கிளை — [1269, 409, 1351, 420]
booth-organiser-entry: பாகம் – 155 : கு.முத்து, 3, பிரதான சாலை, பொற்பனங்கரணை, எஸ்.பாக்கம், மதுராந்தகம், செங்கல்பட்டு. — [62, 919, 403, 940]
branch-heading: சௌமையினி கிளை — [906, 935, 995, 946]
branch-heading: மோகல்வாடி குடியிருப்பு கிளை — [522, 1016, 661, 1027]
organiser-paragraph: துணை அமைப்பாளர்கள் : (1) அருணாசலம், பிள்ளையார் கோயில் தெரு, ரெட்டிபாளையம், மதுராந்தகம், செங்கல்பட்டு. (2) மு. தமிழ்ச்செல்வன், 3/43, பிள்ளையார் கோயில் தெரு, ரெட்டிபாளையம், மதுராந்தகம், செங்கல்பட்டு. — [780, 196, 1121, 230]
page-number: 8 — [1500, 2345, 1521, 2367]
organiser-paragraph: அமைப்பாளர் : நே.தமிழ்மணி,34, மாரியம்மன் கோயில் தெரு, ஆனைக்குன்னம், எஸ்.பாக்கம், மதுராந்தகம், செங்கல்பட்டு. — [421, 814, 762, 836]
branch-heading: பாலன்நாயகன்பாளையம் கிளை — [880, 452, 1021, 464]
organiser-paragraph: அமைப்பாளர் : கி.பெருந்துரன், 29/3, தபால் தெரு, பெரும்பேர்கண்டிகை, மதுராந்தகம், செங்கல்பட்டு. — [62, 1086, 403, 1109]
ward-heading: பாபராயன்பேட்டை ஊராட்சி — [62, 449, 403, 466]
booth-organiser-entry: பாகம் – 144 : க.பிரேமராஜ், மதூர் கீரி, வேலநூர், மதுராந்தகம், செங்கல்பட்டு. — [780, 605, 1067, 615]
branch-heading: மதுார் கிளை–2 — [558, 231, 625, 243]
branch-heading: பள்ளிப்பேட்டை கிளை — [1259, 814, 1361, 826]
branch-heading: பழைய ஆதிதிராவிடர் குடியிருப்பு கிளை — [1220, 633, 1400, 644]
organiser-paragraph: அமைப்பாளர் : க.கயேடி, 1, பிள்ளையார் கோயில் தெரு, சிறுபேர்பாண்டி, மதுராந்தகம், செங்கல்பட்டு. — [62, 320, 403, 342]
booth-organiser-entry: பாகம் – 147 : செ.திலோகன், மாரியம்மன் கோயில் தெரு, காட்டுக்கடூர், மதுராந்தகம். — [1139, 543, 1453, 553]
section-subheading: பாக அமைப்பாளர்கள் : — [906, 233, 995, 243]
branch-heading: புதுப்பேட்டை கிளை — [1264, 1094, 1356, 1105]
organiser-paragraph: துணை அமைப்பாளர்கள் : (1) ஜெ.கிரிதரன், 6, பிரதான சாலை, பொற்பனங்கரணை, எஸ்.பாக்கம், மதுராந்தகம், செங்கல்பட்டு. (2) ஆ.மணிகண்டன், அண்ணா தெரு, பொற்பனங்கரணை, எஸ்.பாக்கம், மதுராந்தகம், செங்கல்பட்டு. — [62, 735, 403, 769]
branch-heading: மேட்டுத்தெரு கிளை — [906, 728, 995, 740]
organiser-paragraph: துணை அமைப்பாளர்கள் : (1) வி.தங்கவேல், காட்டுக்கடூர், மதுராந்தகம். (2) மு.தீபன், 73, டாக்டர் அம்பேத்கர் தெரு, காட்டுக்கடூர், மதுராந்தகம். (3) ச.ஆனந்தன், 22, டாக்டர் அம்பேத்கர் தெரு, காட்டுக்கடூர், மதுராந்தகம். — [1139, 505, 1481, 539]
